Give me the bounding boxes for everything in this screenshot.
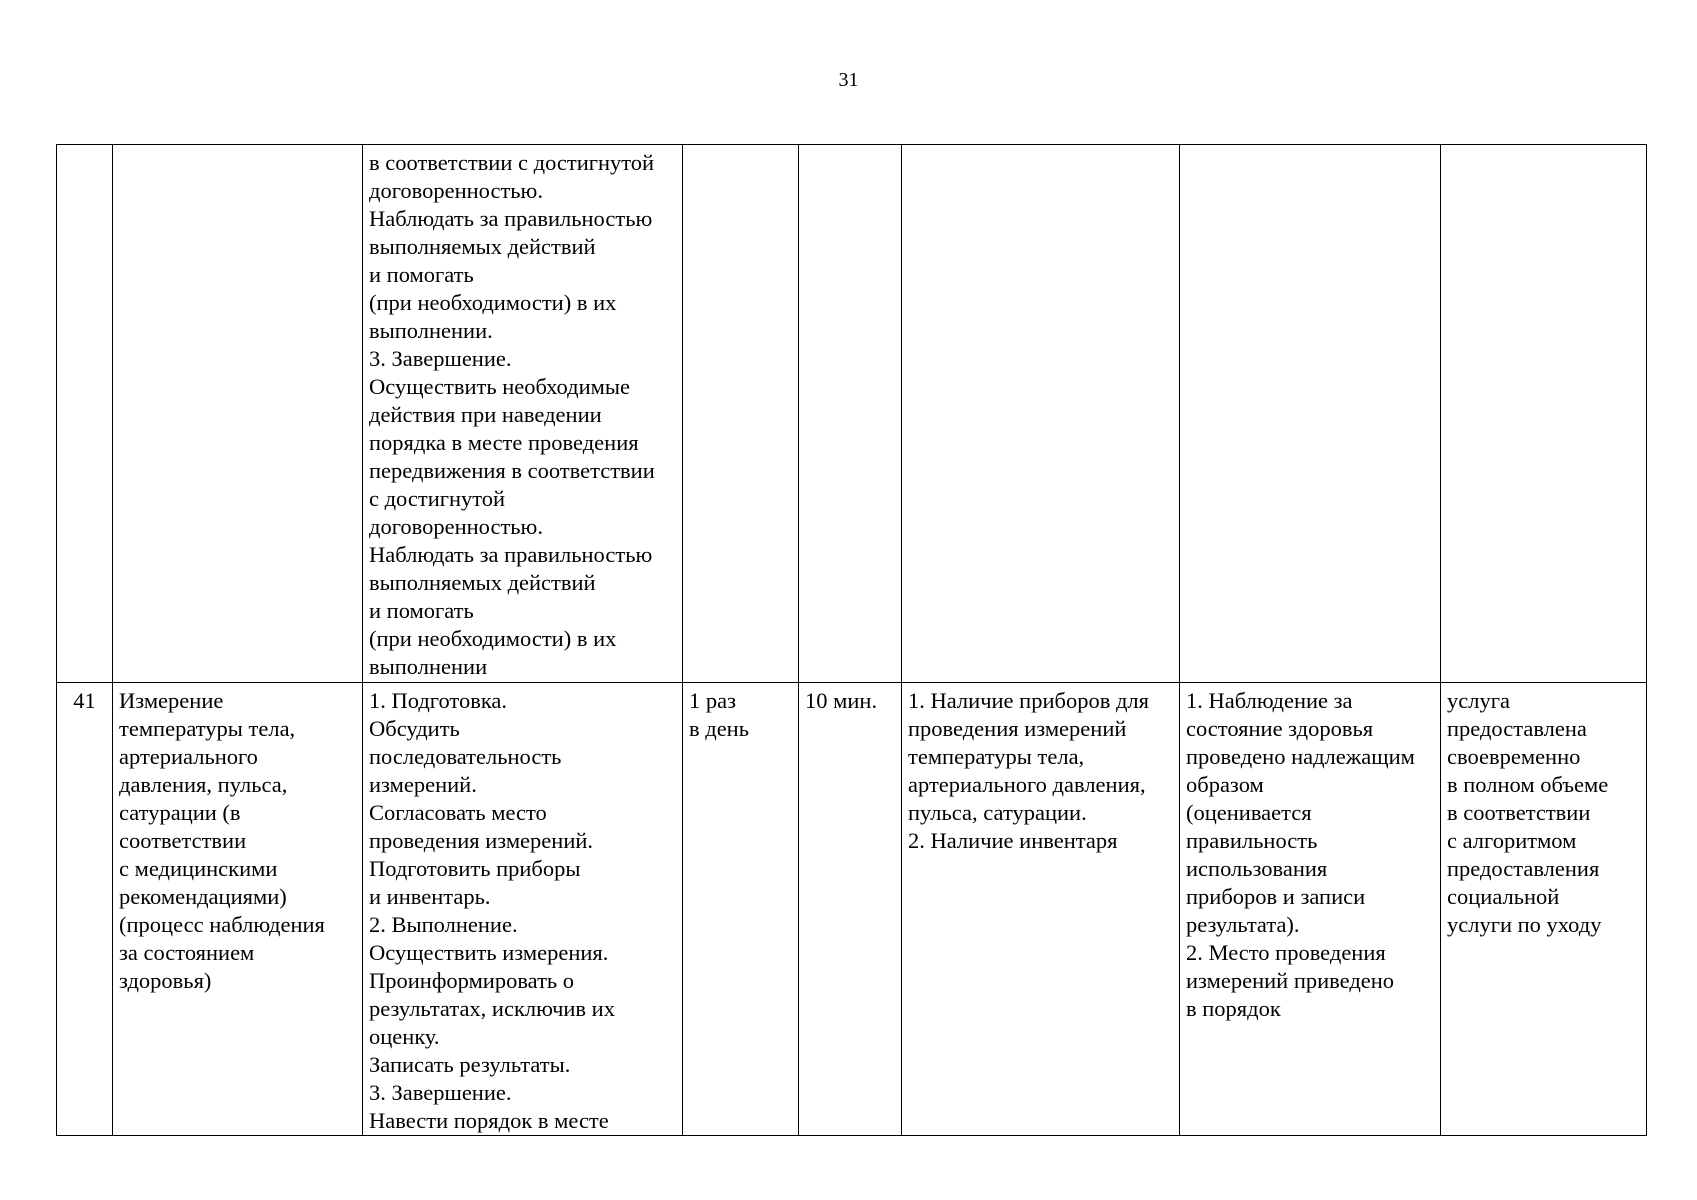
row-number-cell: 41 (57, 683, 113, 1136)
duration-cell: 10 мин. (799, 683, 902, 1136)
procedure-cell: 1. Подготовка. Обсудить последовательность измерений. Согласовать место проведения измерений. Подготовить приборы и инвентарь. 2. Выполнение. Осуществить измерения. Проинформировать о результатах, исключив их оценку. Записать результаты. 3. Завершение. Навести порядок в месте (363, 683, 683, 1136)
frequency-cell: 1 раз в день (683, 683, 799, 1136)
quality-indicators-cell: 1. Наблюдение за состояние здоровья проведено надлежащим образом (оценивается правильность использования приборов и записи результата). 2. Место проведения измерений приведено в порядок (1180, 683, 1441, 1136)
procedure-cell: в соответствии с достигнутой договоренностью. Наблюдать за правильностью выполняемых действий и помогать (при необходимости) в их выполнении. 3. Завершение. Осуществить необходимые действия при наведении порядка в месте проведения передвижения в соответствии с достигнутой договоренностью. Наблюдать за правильностью выполняемых действий и помогать (при необходимости) в их выполнении (363, 145, 683, 683)
conditions-cell (902, 145, 1180, 683)
frequency-cell (683, 145, 799, 683)
page-number: 31 (838, 69, 859, 91)
service-standards-table (56, 144, 1647, 1136)
table-row (57, 145, 1647, 683)
service-name-cell (113, 145, 363, 683)
evaluation-cell (1441, 145, 1647, 683)
table-row (57, 683, 1647, 1136)
duration-cell (799, 145, 902, 683)
row-number-cell (57, 145, 113, 683)
service-name-cell: Измерение температуры тела, артериального давления, пульса, сатурации (в соответствии с медицинскими рекомендациями) (процесс наблюдения за состоянием здоровья) (113, 683, 363, 1136)
conditions-cell: 1. Наличие приборов для проведения измерений температуры тела, артериального давления, пульса, сатурации. 2. Наличие инвентаря (902, 683, 1180, 1136)
quality-indicators-cell (1180, 145, 1441, 683)
evaluation-cell: услуга предоставлена своевременно в полном объеме в соответствии с алгоритмом предоставления социальной услуги по уходу (1441, 683, 1647, 1136)
